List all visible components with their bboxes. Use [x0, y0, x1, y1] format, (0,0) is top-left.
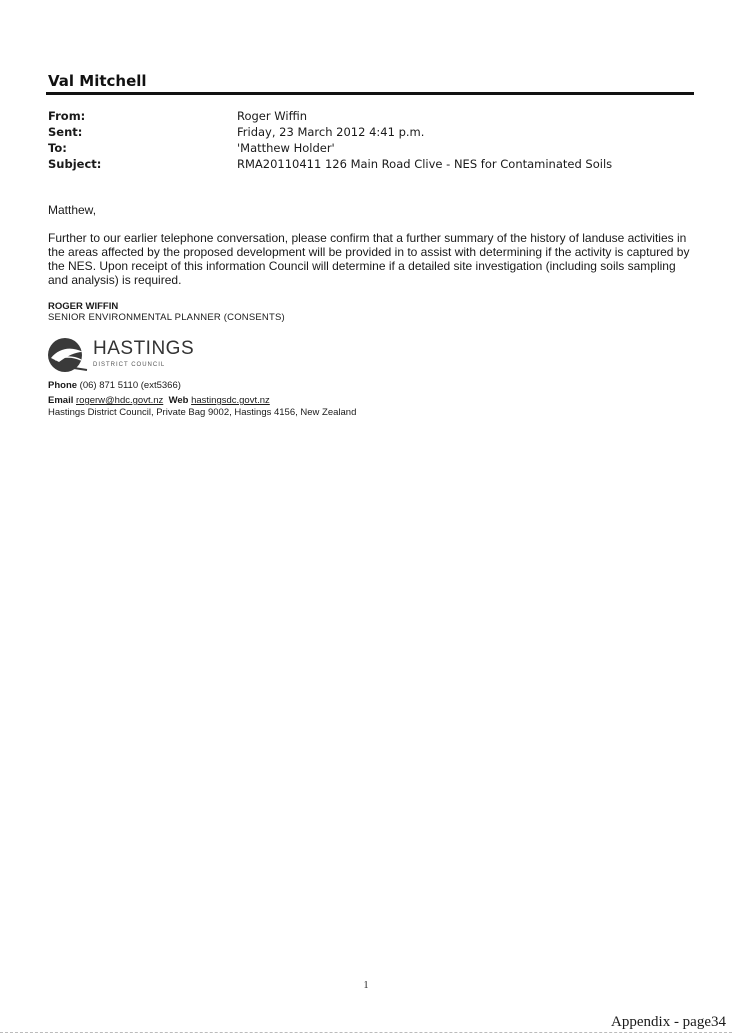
contact-address: Hastings District Council, Private Bag 9002, Hastings 4156, New Zealand: [48, 407, 357, 418]
signature-name: ROGER WIFFIN: [48, 301, 119, 312]
council-logo: [45, 336, 205, 376]
sent-value: Friday, 23 March 2012 4:41 p.m.: [237, 125, 425, 139]
subject-label: Subject:: [48, 157, 102, 171]
email-link[interactable]: rogerw@hdc.govt.nz: [76, 395, 164, 406]
logo-emblem-icon: [45, 336, 89, 374]
to-row: [48, 140, 688, 156]
contact-email-web: [48, 395, 270, 407]
sent-label: Sent:: [48, 125, 83, 139]
logo-sub: DISTRICT COUNCIL: [93, 362, 166, 368]
greeting: Matthew,: [48, 203, 97, 217]
from-row: [48, 108, 688, 124]
email-label: Email: [48, 395, 74, 406]
to-value: 'Matthew Holder': [237, 141, 335, 155]
phone-value: (06) 871 5110 (ext5366): [79, 380, 181, 391]
web-link[interactable]: hastingsdc.govt.nz: [191, 395, 270, 406]
from-label: From:: [48, 109, 86, 123]
contact-phone: [48, 380, 181, 392]
header-rule: [46, 92, 694, 95]
signature-title: SENIOR ENVIRONMENTAL PLANNER (CONSENTS): [48, 312, 285, 323]
email-meta: [48, 108, 688, 172]
bottom-rule: [0, 1032, 732, 1034]
logo-word: HASTINGS: [93, 338, 195, 359]
appendix-label: Appendix - page34: [611, 1014, 726, 1030]
sender-name: Val Mitchell: [48, 72, 147, 90]
sent-row: [48, 124, 688, 140]
subject-row: [48, 156, 688, 172]
subject-value: RMA20110411 126 Main Road Clive - NES for Contaminated Soils: [237, 157, 613, 171]
body-paragraph: Further to our earlier telephone conversation, please confirm that a further summary of the history of landuse activities in the areas affected by the proposed development will be provided in to assist with determining if the activity is captured by the NES. Upon receipt of this information Council will determine if a detailed site investigation (including soils sampling and analysis) is required.: [48, 231, 690, 287]
page-number: 1: [363, 980, 369, 991]
to-label: To:: [48, 141, 67, 155]
web-label: Web: [168, 395, 189, 406]
phone-label: Phone: [48, 380, 78, 391]
from-value: Roger Wiffin: [237, 109, 307, 123]
